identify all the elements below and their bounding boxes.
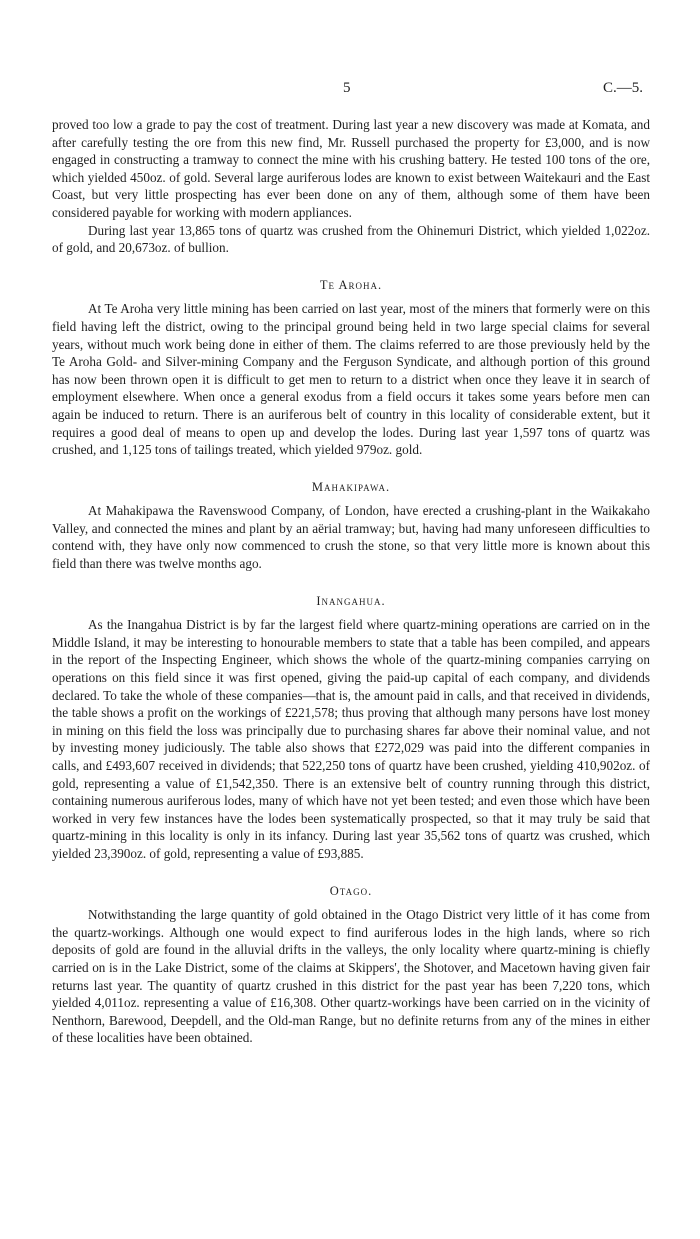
document-reference: C.—5. <box>603 80 644 96</box>
paragraph-ohinemuri-continued: proved too low a grade to pay the cost of treatment. During last year a new discovery was made at Komata, and after carefully testing the ore from this new find, Mr. Russell purchased the property for £3,000, and is now engaged in constructing a tramway to connect the mine with his crushing battery. He tested 100 tons of the ore, which yielded 450oz. of gold. Several large auriferous lodes are known to exist between Waitekauri and the East Coast, but very little prospecting has ever been done on any of them, although some of them have been considered payable for working with modern appliances. <box>52 117 650 220</box>
paragraph-ohinemuri-summary: During last year 13,865 tons of quartz was crushed from the Ohinemuri District, which yielded 1,022oz. of gold, and 20,673oz. of bullion. <box>52 222 650 256</box>
paragraph-te-aroha: At Te Aroha very little mining has been carried on last year, most of the miners that formerly were on this field having left the district, owing to the principal ground being held in two large special claims for several years, without much work being done in either of them. The claims referred to are those previously held by the Te Aroha Gold- and Silver-mining Company and the Ferguson Syndicate, and although portion of this ground has now been thrown open it is difficult to get men to return to a district when once they leave it in search of employment elsewhere. When once a general exodus from a field occurs it takes some years before men can again be induced to return. There is an auriferous belt of country in this locality of considerable extent, but it requires a good deal of means to open up and develop the lodes. During last year 1,597 tons of quartz was crushed, and 1,125 tons of tailings treated, which yielded 979oz. gold. <box>52 301 650 458</box>
section-heading-te-aroha: Te Aroha. <box>319 277 383 292</box>
section-heading-mahakipawa: Mahakipawa. <box>311 479 391 494</box>
section-heading-inangahua: Inangahua. <box>316 593 386 608</box>
paragraph-otago: Notwithstanding the large quantity of gold obtained in the Otago District very little of it has come from the quartz-workings. Although one would expect to find auriferous lodes in the high lands, where so rich deposits of gold are found in the alluvial drifts in the valleys, the only locality where quartz-mining is chiefly carried on is in the Lake District, some of the claims at Skippers', the Shotover, and Macetown having given fair returns last year. The quantity of quartz crushed in this district for the past year has been 7,220 tons, which yielded 4,011oz. representing a value of £16,308. Other quartz-workings have been carried on in the vicinity of Nenthorn, Barewood, Deepdell, and the Old-man Range, but no definite returns from any of the mines in either of these localities have been obtained. <box>52 907 650 1046</box>
report-body <box>52 116 650 1047</box>
page-number: 5 <box>343 80 351 96</box>
section-heading-otago: Otago. <box>329 883 373 898</box>
paragraph-inangahua: As the Inangahua District is by far the largest field where quartz-mining operations are carried on in the Middle Island, it may be interesting to honourable members to state that a table has been compiled, and appears in the report of the Inspecting Engineer, which shows the whole of the quartz-mining companies carrying on operations on this field since it was first opened, giving the paid-up capital of each company, and dividends declared. To take the whole of these companies—that is, the amount paid in calls, and that received in dividends, the table shows a profit on the workings of £221,578; thus proving that although many persons have lost money in mining on this field the loss was principally due to purchasing shares far above their nominal value, and not by investing money judiciously. The table also shows that £272,029 was paid into the different companies in calls, and £493,607 received in dividends; that 522,250 tons of quartz have been crushed, yielding 410,902oz. of gold, representing a value of £1,542,350. There is an extensive belt of country running through this district, containing numerous auriferous lodes, many of which have not yet been tested; and even those which have been worked in very few instances have the lodes been systematically prospected, so that it may truly be said that quartz-mining in this locality is only in its infancy. During last year 35,562 tons of quartz was crushed, which yielded 23,390oz. of gold, representing a value of £93,885. <box>52 617 650 861</box>
paragraph-mahakipawa: At Mahakipawa the Ravenswood Company, of London, have erected a crushing-plant in the Waikakaho Valley, and connected the mines and plant by an aërial tramway; but, having had many unforeseen difficulties to contend with, they have only now commenced to crush the stone, so that very little more is known about this field than there was twelve months ago. <box>52 503 650 572</box>
